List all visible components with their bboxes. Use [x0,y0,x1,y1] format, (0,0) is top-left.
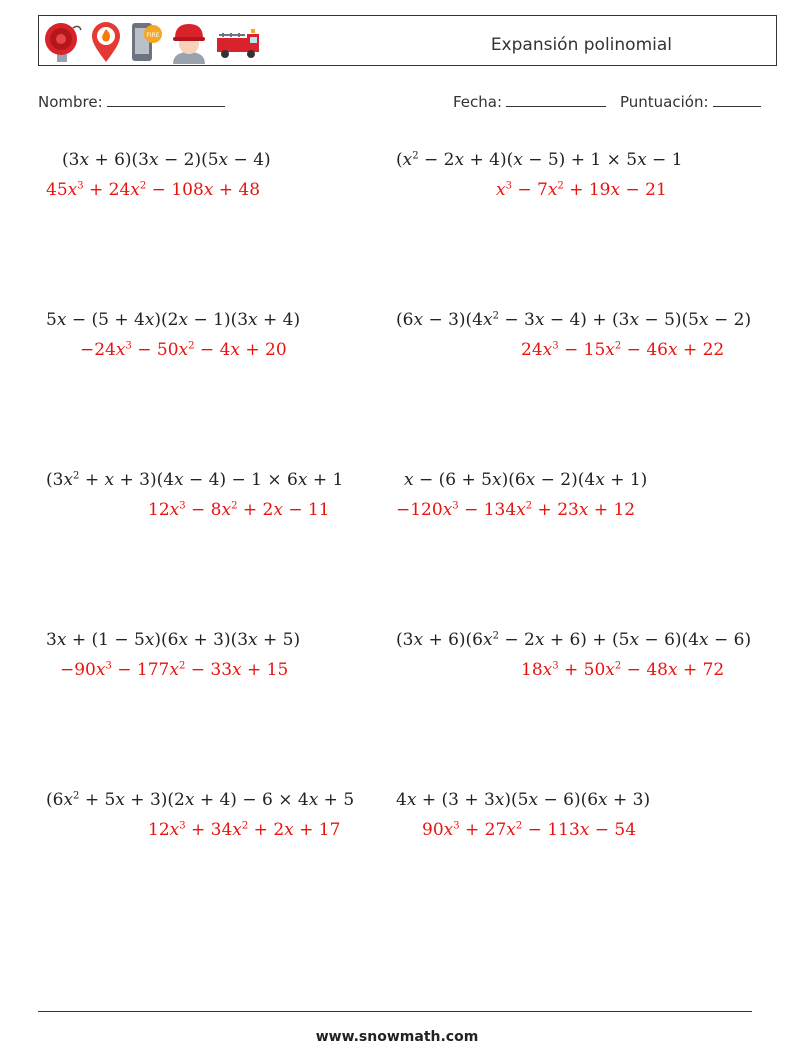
problem-6-answer: $-120x^3 - 134x^2 + 23x + 12$ [396,500,636,520]
problem-3-expression: 5x − (5 + 4x)(2x − 1)(3x + 4) [46,310,301,330]
worksheet-title: Expansión polinomial [490,35,672,55]
problem-7-expression: 3x + (1 − 5x)(6x + 3)(3x + 5) [46,630,301,650]
name-label: Nombre: [38,93,103,111]
problem-10-expression: 4x + (3 + 3x)(5x − 6)(6x + 3) [396,790,651,810]
score-field[interactable] [620,92,761,111]
phone-fire-alert-icon [129,20,163,64]
problem-1-answer: $45x^3 + 24x^2 - 108x + 48$ [46,180,261,200]
problem-2-expression: $(x^2 - 2x + 4)(x - 5) + 1 \times 5x - 1$ [396,150,683,170]
location-fire-pin-icon [89,20,123,64]
footer-divider [38,1011,752,1012]
problem-5-expression: $(3x^2 + x + 3)(4x - 4) - 1 \times 6x + 1$ [46,470,344,490]
problem-10-answer: $90x^3 + 27x^2 - 113x - 54$ [422,820,637,840]
fire-truck-icon [215,20,261,64]
problem-4-answer: $24x^3 - 15x^2 - 46x + 22$ [521,340,725,360]
date-label: Fecha: [453,93,503,111]
name-field[interactable] [38,92,225,111]
score-label: Puntuación: [620,93,709,111]
problem-7-answer: $-90x^3 - 177x^2 - 33x + 15$ [60,660,289,680]
date-field[interactable] [453,92,606,111]
problem-6-expression: x − (6 + 5x)(6x − 2)(4x + 1) [404,470,648,490]
alarm-bell-icon [43,20,83,64]
problem-5-answer: $12x^3 - 8x^2 + 2x - 11$ [148,500,330,520]
icon-strip [43,19,261,65]
header-box [38,15,777,66]
problem-2-answer: $x^3 - 7x^2 + 19x - 21$ [496,180,667,200]
problem-8-answer: $18x^3 + 50x^2 - 48x + 72$ [521,660,725,680]
score-blank[interactable] [713,92,761,107]
problem-4-expression: $(6x - 3)(4x^2 - 3x - 4) + (3x - 5)(5x - 2)$ [396,310,752,330]
date-blank[interactable] [506,92,606,107]
problem-3-answer: $-24x^3 - 50x^2 - 4x + 20$ [80,340,287,360]
firefighter-icon [169,20,209,64]
problem-1-expression: (3x + 6)(3x − 2)(5x − 4) [62,150,271,170]
svg-text:FIRE: FIRE [146,32,160,39]
name-blank[interactable] [107,92,225,107]
footer-website: www.snowmath.com [315,1029,479,1045]
problem-8-expression: $(3x + 6)(6x^2 - 2x + 6) + (5x - 6)(4x - 6)$ [396,630,752,650]
problem-9-answer: $12x^3 + 34x^2 + 2x + 17$ [148,820,341,840]
problem-9-expression: $(6x^2 + 5x + 3)(2x + 4) - 6 \times 4x + 5$ [46,790,355,810]
